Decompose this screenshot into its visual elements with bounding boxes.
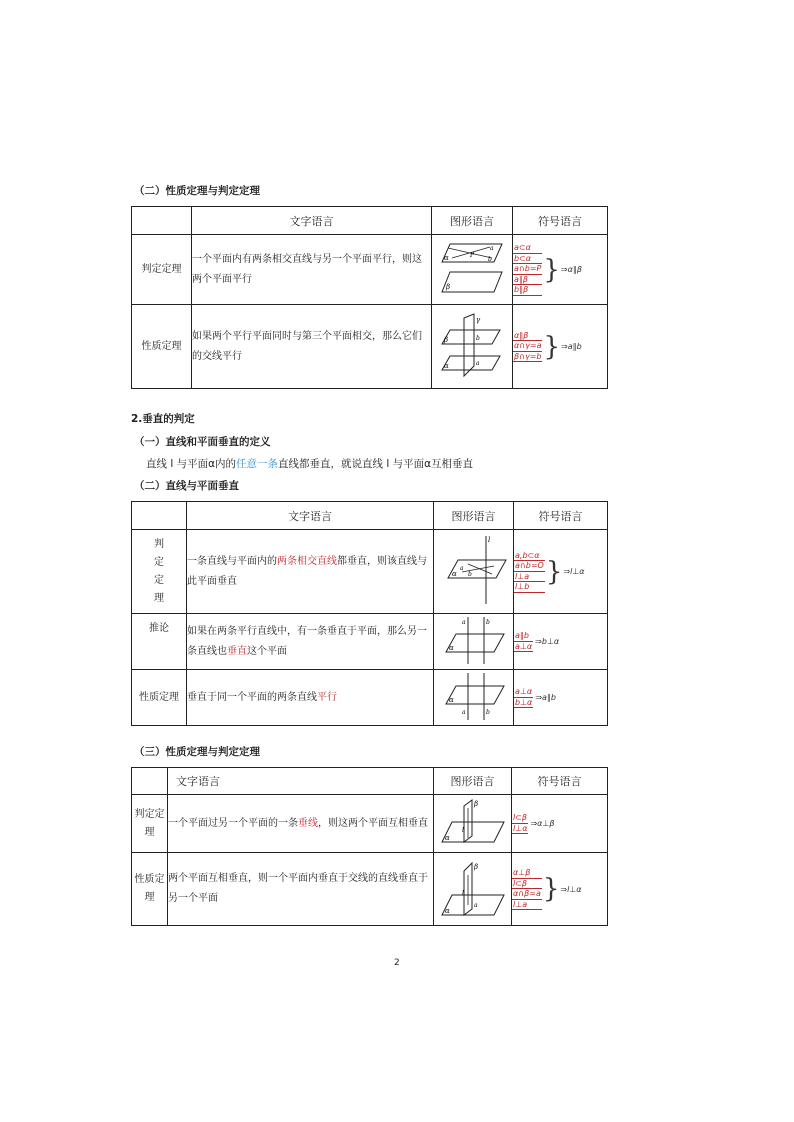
symbol-line: b⊂α (513, 254, 542, 265)
figure-third-plane-intersect (432, 305, 513, 389)
symbol-stack (513, 243, 542, 296)
symbol-stack (512, 813, 528, 834)
symbol-line: β∩γ=b (514, 351, 542, 361)
svg-text:α: α (448, 644, 454, 652)
row-label: 性质定理 (132, 305, 192, 389)
definition-highlight: 任意一条 (236, 458, 279, 470)
svg-text:b: b (467, 571, 472, 578)
table-row (132, 795, 608, 853)
symbol-stack (514, 687, 533, 708)
row-label: 判定定理 (132, 795, 168, 853)
brace-icon: } (543, 331, 561, 362)
table-line-plane-perpendicular (131, 501, 608, 726)
symbol-line: l⊥b (514, 582, 545, 593)
table-row (132, 305, 608, 389)
symbol-line: a∩b=O (515, 561, 544, 570)
svg-text:b: b (485, 619, 490, 626)
page-number: 2 (394, 958, 400, 968)
text-highlight: 两条相交直线 (277, 555, 337, 567)
text-part: 都垂直，则该直线与此平面垂直 (187, 555, 427, 587)
row-label: 判定定理 (132, 235, 192, 305)
svg-text:b: b (485, 709, 490, 716)
symbol-cell (514, 614, 608, 670)
section-title-1: （二）性质定理与判定定理 (134, 185, 260, 197)
text-highlight: 平行 (317, 691, 337, 703)
table-row (132, 853, 608, 926)
figure-line-perp-plane (434, 530, 514, 614)
header-symbol-language: 符号语言 (514, 502, 608, 530)
symbol-line: l⊥α (513, 823, 528, 833)
section-title-3: （三）性质定理与判定定理 (134, 746, 260, 758)
symbol-result: ⇒a∥b (561, 342, 582, 351)
row-label: 性质定理 (132, 670, 187, 726)
symbol-line: α∥β (513, 331, 542, 342)
figure-perp-planes-intersection (434, 853, 512, 926)
symbol-result: ⇒l⊥α (560, 884, 582, 894)
header-symbol-language: 符号语言 (512, 768, 608, 795)
text-part: 一条直线与平面内的 (187, 555, 277, 567)
header-figure-language: 图形语言 (434, 502, 514, 530)
svg-text:a: a (476, 360, 480, 367)
row-label: 性质定理 (132, 853, 168, 926)
text-part: 这个平面 (247, 645, 287, 657)
text-highlight: 垂直 (227, 645, 247, 657)
symbol-line: a∥b (514, 631, 533, 642)
text-highlight: 垂线 (298, 817, 318, 829)
svg-text:a: a (461, 709, 466, 716)
svg-text:P: P (470, 252, 475, 259)
table-row (132, 670, 608, 726)
symbol-line: a⊂α (513, 243, 542, 254)
svg-text:l: l (461, 827, 464, 834)
table-corner (132, 207, 192, 235)
symbol-line: l⊥a (512, 900, 542, 911)
figure-parallel-lines-perp (434, 614, 514, 670)
table-parallel-planes (131, 206, 608, 389)
symbol-cell (513, 235, 608, 305)
svg-text:β: β (473, 800, 478, 808)
symbol-line: b∥β (513, 285, 542, 296)
svg-text:α: α (444, 906, 450, 915)
section-title-2: （二）直线与平面垂直 (134, 480, 239, 492)
symbol-cell (512, 795, 608, 853)
header-text-language: 文字语言 (192, 207, 432, 235)
table-row (132, 530, 608, 614)
symbol-stack (513, 331, 542, 363)
text-part: 一个平面过另一个平面的一条 (168, 817, 298, 829)
brace-icon: } (545, 556, 563, 587)
header-figure-language: 图形语言 (434, 768, 512, 795)
svg-text:α: α (444, 834, 450, 842)
symbol-result: ⇒l⊥α (563, 567, 585, 576)
svg-text:a: a (461, 619, 466, 626)
figure-two-parallel-planes (432, 235, 513, 305)
table-row (132, 614, 608, 670)
row-label: 判定定理 (132, 530, 187, 614)
definition-part: 直线都垂直，就说直线 l 与平面α互相垂直 (278, 458, 474, 470)
svg-text:β: β (473, 862, 478, 871)
symbol-line: α∩γ=a (514, 341, 542, 351)
symbol-line: a⊥α (515, 641, 533, 651)
row-text: 如果两个平行平面同时与第三个平面相交，那么它们的交线平行 (192, 305, 432, 389)
symbol-result: ⇒b⊥α (535, 637, 560, 646)
text-part: ，则这两个平面互相垂直 (318, 817, 428, 829)
symbol-cell (514, 670, 608, 726)
brace-icon: } (542, 874, 560, 904)
svg-text:a: a (473, 901, 478, 909)
row-text: 一个平面内有两条相交直线与另一个平面平行，则这两个平面平行 (192, 235, 432, 305)
row-text (168, 853, 434, 926)
svg-text:a: a (490, 245, 494, 252)
header-figure-language: 图形语言 (432, 207, 513, 235)
table-row (132, 235, 608, 305)
symbol-stack (514, 631, 533, 652)
symbol-stack (514, 551, 545, 593)
symbol-line: l⊥a (514, 572, 545, 583)
svg-text:b: b (476, 335, 480, 342)
definition-text (146, 456, 473, 471)
svg-text:β: β (444, 336, 449, 344)
text-part: 两个平面互相垂直，则一个平面内垂直于交线的直线垂直于另一个平面 (168, 873, 428, 904)
symbol-cell (512, 853, 608, 926)
svg-text:l: l (487, 536, 490, 544)
svg-text:α: α (448, 696, 454, 704)
svg-text:α: α (444, 254, 449, 262)
symbol-line: a∩b=P (514, 264, 542, 274)
header-text-language: 文字语言 (187, 502, 434, 530)
symbol-result: ⇒a∥b (535, 693, 557, 702)
text-part: 如果在两条平行直线中，有一条垂直于平面，那么另一条直线也 (187, 625, 427, 657)
text-part: 垂直于同一个平面的两条直线 (187, 691, 317, 703)
symbol-cell (514, 530, 608, 614)
symbol-line: l⊂β (512, 879, 542, 890)
symbol-line: a,b⊂α (514, 551, 545, 562)
symbol-line: a⊥α (515, 687, 533, 696)
figure-perp-lines-parallel (434, 670, 514, 726)
heading-perpendicular: 2.垂直的判定 (131, 413, 195, 425)
row-text (187, 670, 434, 726)
symbol-cell (513, 305, 608, 389)
header-symbol-language: 符号语言 (513, 207, 608, 235)
row-text (187, 530, 434, 614)
svg-text:b: b (488, 256, 492, 263)
symbol-stack (512, 868, 542, 910)
row-text (168, 795, 434, 853)
figure-plane-through-perp (434, 795, 512, 853)
definition-part: 直线 l 与平面α内的 (146, 458, 237, 470)
symbol-line: α∩β=a (513, 889, 541, 898)
row-text (187, 614, 434, 670)
table-corner (132, 768, 168, 795)
header-text-language: 文字语言 (168, 768, 434, 795)
symbol-line: b⊥α (515, 697, 533, 707)
svg-text:α: α (451, 570, 457, 578)
svg-text:γ: γ (476, 316, 481, 324)
row-label: 推论 (132, 614, 187, 670)
brace-icon: } (543, 254, 560, 285)
table-plane-plane-perpendicular (131, 767, 608, 926)
svg-text:l: l (461, 889, 464, 897)
symbol-line: α⊥β (512, 868, 542, 879)
symbol-result: ⇒α⊥β (530, 819, 555, 828)
symbol-line: l⊂β (513, 813, 528, 822)
symbol-line: a∥β (513, 275, 542, 286)
table-corner (132, 502, 187, 530)
svg-text:β: β (446, 283, 451, 291)
symbol-result: ⇒α∥β (560, 265, 583, 274)
svg-text:a: a (459, 565, 464, 572)
svg-text:α: α (444, 362, 449, 370)
subsection-definition-title: （一）直线和平面垂直的定义 (134, 436, 271, 448)
